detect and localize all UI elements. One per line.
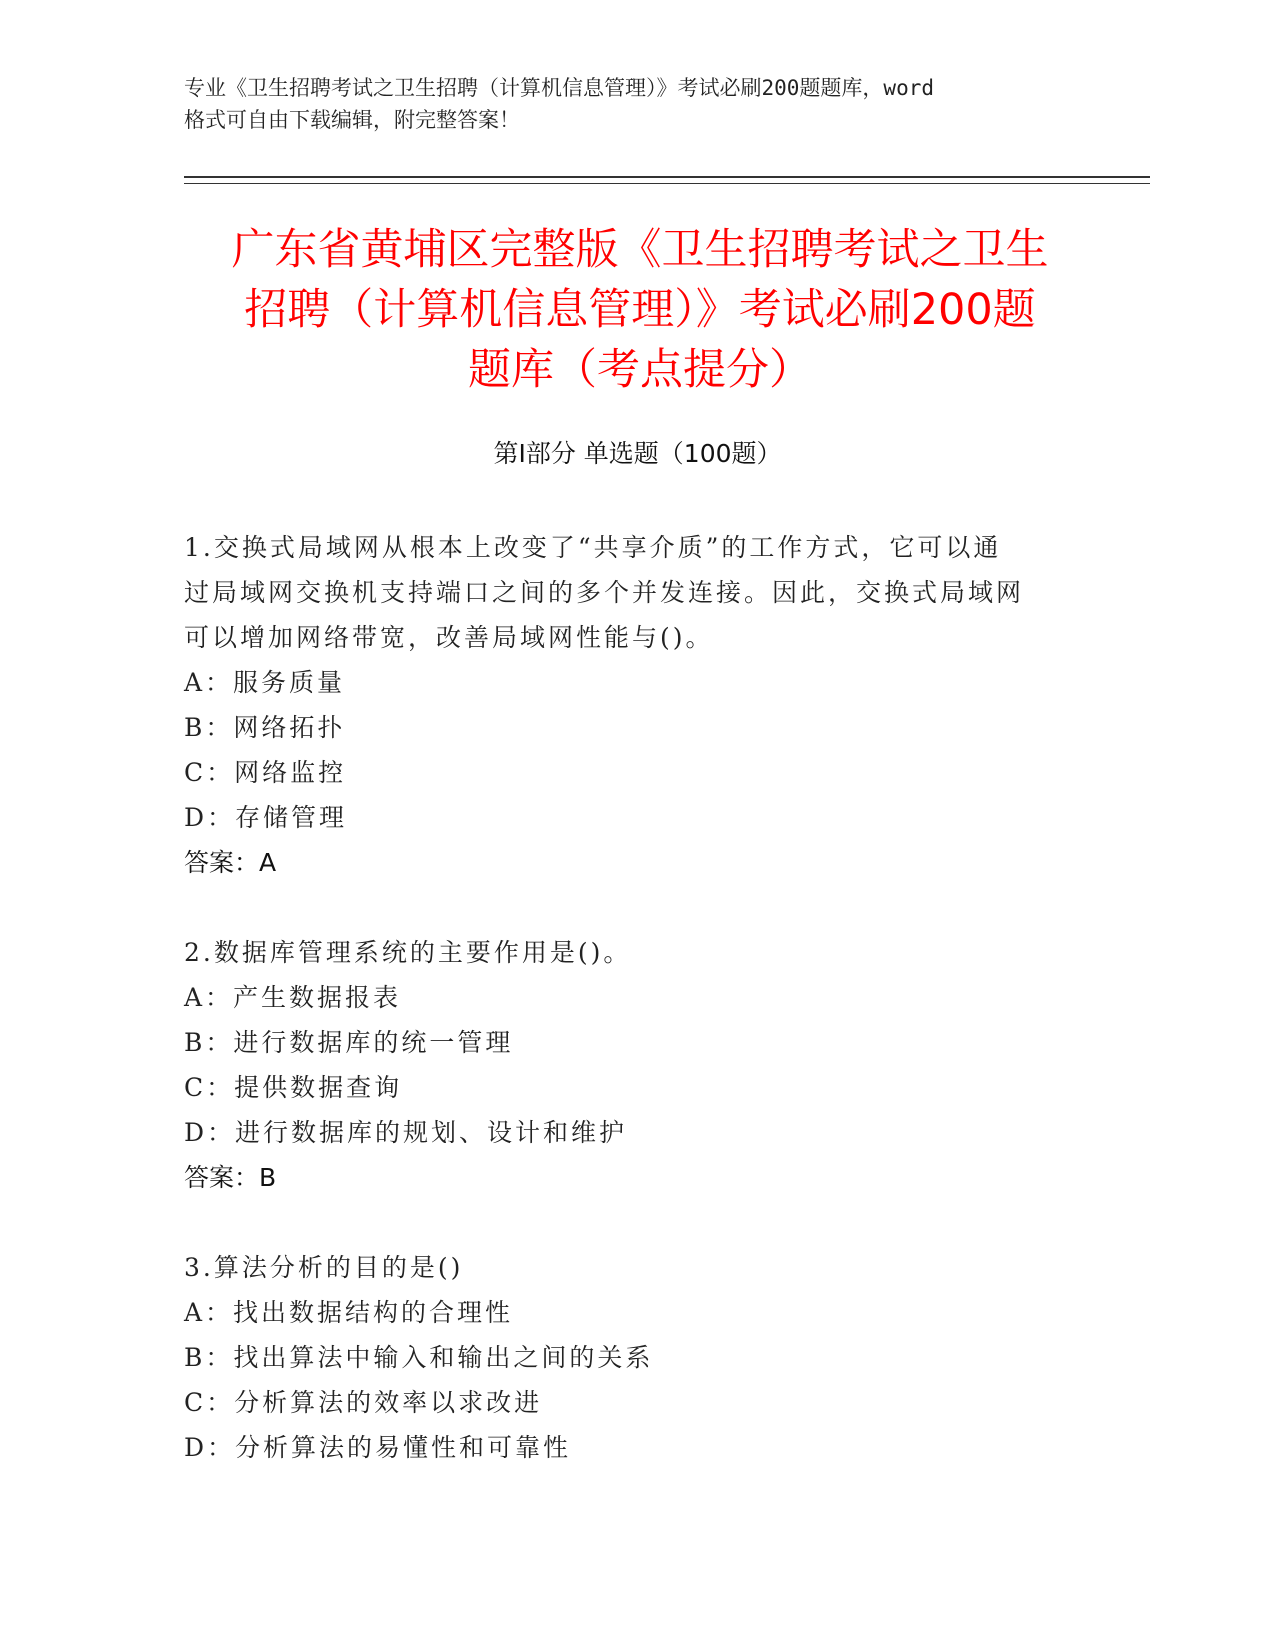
answer: 答案：B bbox=[184, 1163, 277, 1192]
option-c: C：提供数据查询 bbox=[184, 1073, 403, 1102]
option-b: B：找出算法中输入和输出之间的关系 bbox=[184, 1343, 654, 1372]
title-line: 题库（考点提分） bbox=[468, 345, 812, 395]
answer: 答案：A bbox=[184, 848, 277, 877]
option-d: D：存储管理 bbox=[184, 803, 348, 832]
header-divider bbox=[184, 176, 1150, 178]
question-3 bbox=[184, 1245, 1064, 1470]
header-divider bbox=[184, 183, 1150, 184]
option-d: D：进行数据库的规划、设计和维护 bbox=[184, 1118, 628, 1147]
question-stem: 1.交换式局域网从根本上改变了“共享介质”的工作方式，它可以通 bbox=[184, 533, 1002, 562]
header-note bbox=[184, 72, 1084, 136]
option-c: C：网络监控 bbox=[184, 758, 347, 787]
header-note-line: 格式可自由下载编辑，附完整答案！ bbox=[184, 108, 520, 132]
title-line: 招聘（计算机信息管理）》考试必刷200题 bbox=[244, 285, 1036, 335]
question-stem: 3.算法分析的目的是() bbox=[184, 1253, 464, 1282]
question-stem: 2.数据库管理系统的主要作用是()。 bbox=[184, 938, 632, 967]
option-d: D：分析算法的易懂性和可靠性 bbox=[184, 1433, 572, 1462]
option-a: A：找出数据结构的合理性 bbox=[184, 1298, 514, 1327]
document-title bbox=[190, 220, 1090, 400]
header-note-line: 专业《卫生招聘考试之卫生招聘（计算机信息管理）》考试必刷200题题库，word bbox=[184, 76, 934, 100]
question-stem: 可以增加网络带宽，改善局域网性能与()。 bbox=[184, 623, 714, 652]
option-b: B：进行数据库的统一管理 bbox=[184, 1028, 514, 1057]
option-a: A：服务质量 bbox=[184, 668, 346, 697]
section-title: 第Ⅰ部分 单选题（100题） bbox=[493, 439, 782, 468]
question-1 bbox=[184, 525, 1064, 885]
option-c: C：分析算法的效率以求改进 bbox=[184, 1388, 543, 1417]
option-a: A：产生数据报表 bbox=[184, 983, 402, 1012]
question-2 bbox=[184, 930, 1064, 1200]
title-line: 广东省黄埔区完整版《卫生招聘考试之卫生 bbox=[231, 225, 1049, 275]
option-b: B：网络拓扑 bbox=[184, 713, 346, 742]
question-stem: 过局域网交换机支持端口之间的多个并发连接。因此，交换式局域网 bbox=[184, 578, 1025, 607]
